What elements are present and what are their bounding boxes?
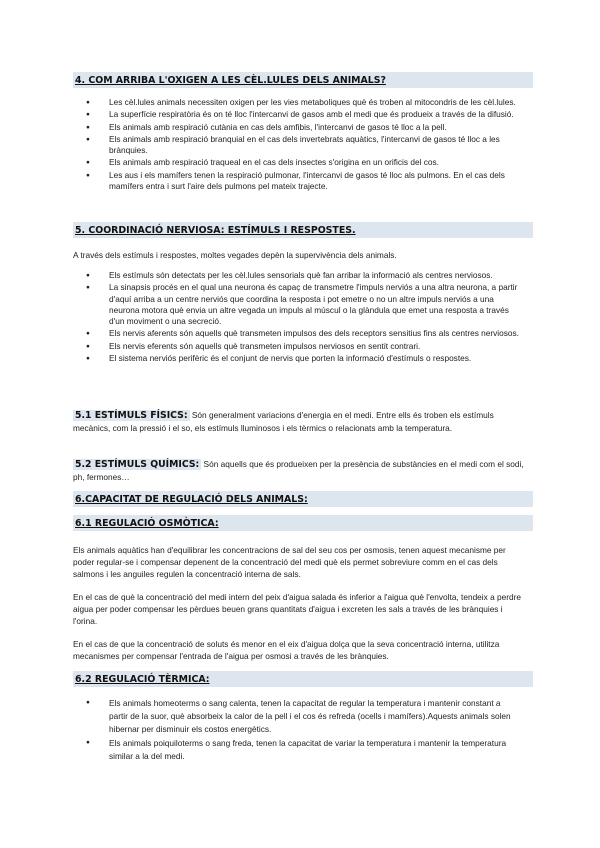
list-item: ● La sinapsis procés en el qual una neurona és capaç de transmetre l'impuls nerviós a una altra neurona, a partir d'aquí arriba a un centre nerviós que coordina la resposta i pot emetre o no un altre impuls nerviós a una neurona motora què envia un altre vegada un impuls al múscul o la glàndula que emet una resposta a través d'un moviment o una secreció. [73,282,519,327]
list-item: ● Les cèl.lules animals necessiten oxigen per les vies metaboliques què és troben al mitocondris de les cèl.lules. [73,97,519,108]
section-6-1-title: 6.1 REGULACIÓ OSMÒTICA: [75,518,219,529]
list-item: ● Els animals amb respiració cutània en cas dels amfibis, l'intercanvi de gasos té lloc a la pell. [73,122,519,133]
list-item: ● El sistema nerviós perifèric és el conjunt de nervis que porten la informació d'estímuls o respostes. [73,353,519,364]
list-item: ● Els animals amb respiració branquial en el cas dels invertebrats aquàtics, l'intercanvi de gasos té lloc a les brànquies. [73,134,519,157]
section-5-1-text: Són generalment variacions d'energia en el medi. Entre ells és troben els estímuls mecànics, com la pressió i el so, els estímuls lluminosos i els tèrmics o relacionats amb la temperatura. [73,410,494,433]
list-item: ● Les aus i els mamífers tenen la respiració pulmonar, l'intercanvi de gasos té lloc als pulmons. En el cas dels mamífers entra i surt l'aire dels pulmons pel mateix trajecte. [73,170,519,193]
section-5-list [73,270,519,365]
section-6-1-paragraph: En el cas de que la concentració de soluts és menor en el eix d'aigua dolça que la seva concentració interna, utilitza mecanismes per compensar l'entrada de l'aigua per osmosi a través de les brànquies. [73,639,500,661]
section-6-1-heading [73,515,533,531]
list-item: ● La superfície respiratòria és on té lloc l'intercanvi de gasos amb el medi que és produeix a través de la difusió. [73,109,519,120]
section-5-2-text: Són aquells que és produeixen per la presència de substàncies en el medi com el sodi, ph, fermones… [73,459,524,482]
section-6-2-heading [73,671,533,687]
section-4-heading [73,72,533,88]
section-5-1 [73,409,528,434]
list-item: ● Els animals homeoterms o sang calenta, tenen la capacitat de regular la temperatura i mantenir constant a partir de la suor, què absorbeix la calor de la pell i el cos és refreda (ocells i mamífers).Aquests animals solen hibernar per disminuir els costos energètics. [73,697,519,736]
section-4-title: 4. COM ARRIBA L'OXIGEN A LES CÈL.LULES DELS ANIMALS? [75,75,386,86]
section-5-heading [73,222,533,238]
section-6-heading [73,491,533,507]
list-item: ● Els nervis aferents són aquells què transmeten impulsos des dels receptors sensitius fins als centres nerviosos. [73,328,519,339]
section-6-1-paragraph: Els animals aquàtics han d'equilibrar les concentracions de sal del seu cos per osmosis, tenen aquest mecanisme per poder regular-se i compensar depenent de la concentració del medi què els permet sobreviure comm en el cas dels salmons i les anguiles regulen la concentració interna de sals. [73,545,506,579]
section-6-1-paragraph: En el cas de què la concentració del medi intern del peix d'aigua salada és inferior a l'aigua què l'envolta, tendeix a perdre aigua per poder compensar les pèrdues beuen grans quantitats d'aigua i excreten les sals a través de les brànquies i l'orina. [73,592,521,626]
list-item: ● Els estímuls són detectats per les cèl.lules sensorials què fan arribar la informació als centres nerviosos. [73,270,519,281]
list-item: ● Els nervis eferents són aquells què transmeten impulsos nerviosos en sentit contrari. [73,341,519,352]
list-item: ● Els animals poiquiloterms o sang freda, tenen la capacitat de variar la temperatura i mantenir la temperatura similar a la del medi. [73,737,519,763]
section-5-2 [73,458,528,483]
section-5-1-label: 5.1 ESTÍMULS FÍSICS: [75,410,188,421]
section-6-2-title: 6.2 REGULACIÓ TÈRMICA: [75,674,210,685]
section-4-list [73,97,519,193]
section-5-title: 5. COORDINACIÓ NERVIOSA: ESTÍMULS I RESPOSTES. [75,225,356,236]
section-5-2-label: 5.2 ESTÍMULS QUÍMICS: [75,459,200,470]
list-item: ● Els animals amb respiració traqueal en el cas dels insectes s'origina en un orificis del cos. [73,157,519,168]
section-6-title: 6.CAPACITAT DE REGULACIÓ DELS ANIMALS: [75,494,308,505]
section-6-2-list [73,697,519,764]
section-5-intro: A través dels estímuls i respostes, moltes vegades depèn la supervivència dels animals. [73,250,397,260]
